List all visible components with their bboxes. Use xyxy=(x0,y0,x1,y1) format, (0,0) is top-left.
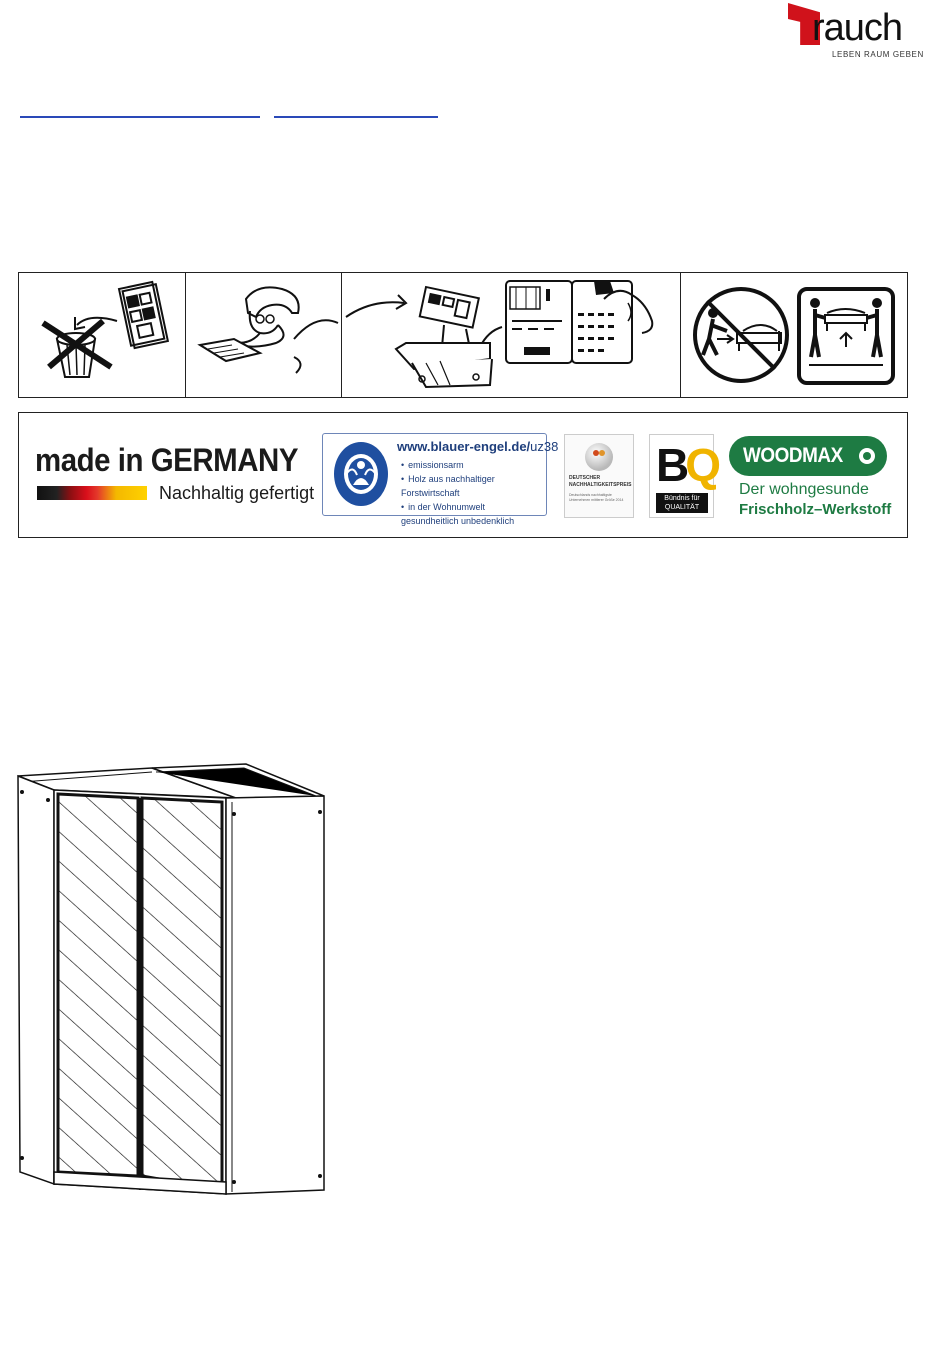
made-in-germany-subtitle: Nachhaltig gefertigt xyxy=(159,483,315,503)
corner-wardrobe-drawing xyxy=(14,762,330,1202)
no-trash-icon xyxy=(19,273,186,397)
lift-carry-furniture-icon xyxy=(799,289,893,383)
no-push-furniture-icon xyxy=(695,289,787,381)
keep-instructions-icon xyxy=(342,273,681,397)
blauer-engel-url[interactable]: www.blauer-engel.de/uz38 xyxy=(397,439,559,454)
bq-logo-icon: BQ xyxy=(656,439,718,491)
link-underline-1[interactable] xyxy=(20,116,260,118)
blauer-engel-badge xyxy=(322,433,559,526)
bq-label: Bündnis für QUALITÄT xyxy=(656,493,708,513)
nachhaltigkeitspreis-label: DEUTSCHER NACHHALTIGKEITSPREIS xyxy=(569,475,632,488)
made-in-germany-title: made in GERMANY xyxy=(35,442,299,478)
german-flag-stripe-icon xyxy=(37,486,147,500)
woodmax-line1: Der wohngesunde xyxy=(739,481,869,498)
woodmax-logo xyxy=(729,436,887,476)
furniture-moving-icons xyxy=(681,273,907,397)
list-item: • in der Wohnumwelt gesundheitlich unbedenklich xyxy=(401,500,541,528)
certification-banner xyxy=(18,412,908,538)
link-underline-2[interactable] xyxy=(274,116,438,118)
nachhaltigkeitspreis-small: Deutschlands nachhaltigste Unternehmen mittlerer Größe 2014 xyxy=(569,493,624,502)
nachhaltigkeitspreis-badge xyxy=(564,434,634,518)
list-item: • Holz aus nachhaltiger Forstwirtschaft xyxy=(401,472,546,500)
list-item: • emissionsarm xyxy=(401,458,546,472)
nachhaltigkeitspreis-sphere-icon xyxy=(565,435,633,475)
blauer-engel-points xyxy=(401,458,546,528)
blauer-engel-seal-icon xyxy=(333,441,389,508)
instruction-pictograms xyxy=(18,272,908,398)
read-instructions-icon xyxy=(186,273,342,397)
woodmax-leaf-icon xyxy=(859,448,875,464)
woodmax-name: WOODMAX xyxy=(743,444,843,467)
bq-quality-badge xyxy=(649,434,718,518)
rauch-logo xyxy=(788,2,924,60)
brand-name: rauch xyxy=(812,7,903,49)
woodmax-line2: Frischholz–Werkstoff xyxy=(739,501,892,518)
brand-tagline: LEBEN RAUM GEBEN xyxy=(832,50,924,59)
